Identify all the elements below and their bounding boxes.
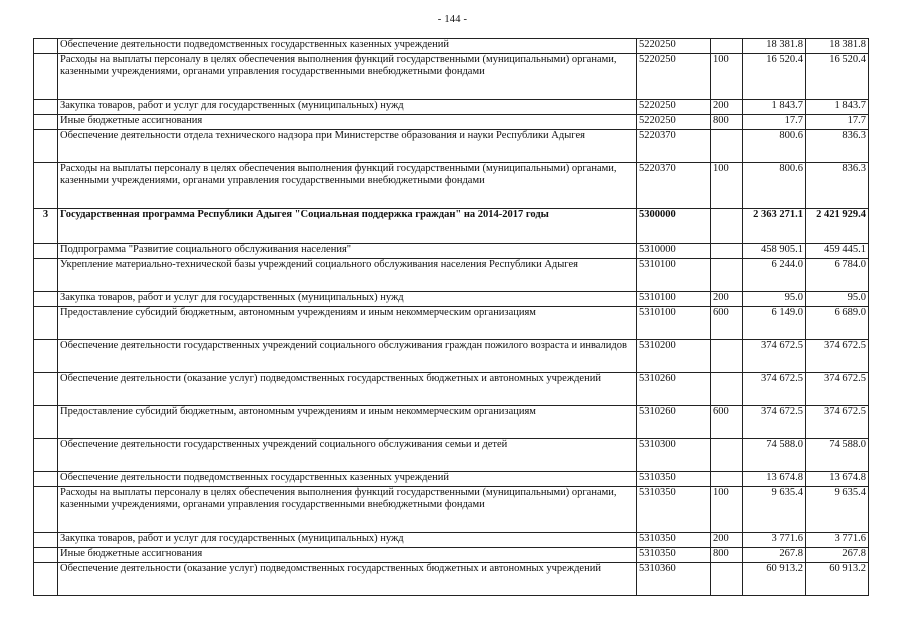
row-number [34, 54, 58, 100]
row-number [34, 130, 58, 163]
row-name: Обеспечение деятельности отдела технического надзора при Министерстве образования и науки Республики Адыгея [58, 130, 637, 163]
table-row [34, 340, 869, 373]
row-target-code: 5310260 [637, 406, 711, 439]
table-row [34, 472, 869, 487]
row-name: Закупка товаров, работ и услуг для государственных (муниципальных) нужд [58, 533, 637, 548]
row-amount-year-1: 800.6 [743, 130, 806, 163]
row-name: Государственная программа Республики Адыгея "Социальная поддержка граждан" на 2014-2017 годы [58, 209, 637, 244]
row-number [34, 439, 58, 472]
row-amount-year-1: 16 520.4 [743, 54, 806, 100]
row-expense-type: 200 [711, 292, 743, 307]
row-amount-year-2: 2 421 929.4 [806, 209, 869, 244]
row-name: Обеспечение деятельности государственных учреждений социального обслуживания семьи и детей [58, 439, 637, 472]
row-name: Расходы на выплаты персоналу в целях обеспечения выполнения функций государственными (муниципальными) органами, казенными учреждениями, органами управления государственными внебюджетными фондами [58, 163, 637, 209]
row-amount-year-2: 74 588.0 [806, 439, 869, 472]
table-row [34, 54, 869, 100]
row-amount-year-2: 836.3 [806, 130, 869, 163]
row-target-code: 5310360 [637, 563, 711, 596]
table-row [34, 307, 869, 340]
row-amount-year-2: 374 672.5 [806, 340, 869, 373]
row-amount-year-1: 2 363 271.1 [743, 209, 806, 244]
table-row [34, 533, 869, 548]
row-amount-year-2: 16 520.4 [806, 54, 869, 100]
row-expense-type: 100 [711, 487, 743, 533]
row-amount-year-2: 459 445.1 [806, 244, 869, 259]
row-amount-year-2: 13 674.8 [806, 472, 869, 487]
table-row [34, 115, 869, 130]
row-number [34, 406, 58, 439]
row-amount-year-1: 74 588.0 [743, 439, 806, 472]
row-number [34, 292, 58, 307]
row-expense-type: 600 [711, 307, 743, 340]
row-expense-type [711, 340, 743, 373]
row-number [34, 487, 58, 533]
row-expense-type: 800 [711, 548, 743, 563]
row-target-code: 5220250 [637, 39, 711, 54]
row-expense-type [711, 373, 743, 406]
table-row [34, 487, 869, 533]
row-name: Укрепление материально-технической базы учреждений социального обслуживания населения Республики Адыгея [58, 259, 637, 292]
row-number [34, 39, 58, 54]
row-number [34, 307, 58, 340]
table-row [34, 548, 869, 563]
row-expense-type: 800 [711, 115, 743, 130]
row-expense-type: 200 [711, 533, 743, 548]
row-name: Подпрограмма "Развитие социального обслуживания населения" [58, 244, 637, 259]
row-number [34, 563, 58, 596]
row-expense-type [711, 563, 743, 596]
row-target-code: 5220250 [637, 100, 711, 115]
row-amount-year-1: 6 149.0 [743, 307, 806, 340]
row-target-code: 5220370 [637, 163, 711, 209]
row-number [34, 259, 58, 292]
row-amount-year-2: 1 843.7 [806, 100, 869, 115]
row-number: 3 [34, 209, 58, 244]
row-amount-year-2: 60 913.2 [806, 563, 869, 596]
row-target-code: 5310350 [637, 472, 711, 487]
row-amount-year-1: 800.6 [743, 163, 806, 209]
row-amount-year-2: 6 784.0 [806, 259, 869, 292]
row-target-code: 5310350 [637, 487, 711, 533]
row-target-code: 5310100 [637, 292, 711, 307]
row-name: Обеспечение деятельности подведомственных государственных казенных учреждений [58, 472, 637, 487]
table-row [34, 292, 869, 307]
row-target-code: 5220250 [637, 115, 711, 130]
row-number [34, 244, 58, 259]
row-name: Закупка товаров, работ и услуг для государственных (муниципальных) нужд [58, 100, 637, 115]
row-amount-year-1: 13 674.8 [743, 472, 806, 487]
row-name: Иные бюджетные ассигнования [58, 548, 637, 563]
row-amount-year-1: 18 381.8 [743, 39, 806, 54]
row-number [34, 100, 58, 115]
row-expense-type: 200 [711, 100, 743, 115]
row-target-code: 5220370 [637, 130, 711, 163]
row-name: Обеспечение деятельности подведомственных государственных казенных учреждений [58, 39, 637, 54]
row-expense-type [711, 472, 743, 487]
row-amount-year-2: 3 771.6 [806, 533, 869, 548]
table-row [34, 259, 869, 292]
table-row [34, 209, 869, 244]
row-name: Расходы на выплаты персоналу в целях обеспечения выполнения функций государственными (муниципальными) органами, казенными учреждениями, органами управления государственными внебюджетными фондами [58, 487, 637, 533]
row-expense-type: 100 [711, 163, 743, 209]
row-expense-type [711, 259, 743, 292]
page-number: - 144 - [437, 14, 468, 25]
table-row [34, 100, 869, 115]
row-target-code: 5310260 [637, 373, 711, 406]
row-target-code: 5300000 [637, 209, 711, 244]
row-amount-year-1: 3 771.6 [743, 533, 806, 548]
row-name: Иные бюджетные ассигнования [58, 115, 637, 130]
row-amount-year-2: 267.8 [806, 548, 869, 563]
row-amount-year-1: 267.8 [743, 548, 806, 563]
row-expense-type [711, 244, 743, 259]
row-number [34, 340, 58, 373]
row-expense-type: 100 [711, 54, 743, 100]
row-target-code: 5310000 [637, 244, 711, 259]
row-name: Обеспечение деятельности (оказание услуг) подведомственных государственных бюджетных и автономных учреждений [58, 373, 637, 406]
row-amount-year-2: 374 672.5 [806, 406, 869, 439]
row-target-code: 5310350 [637, 533, 711, 548]
row-amount-year-1: 374 672.5 [743, 373, 806, 406]
table-row [34, 39, 869, 54]
row-target-code: 5310300 [637, 439, 711, 472]
table-row [34, 563, 869, 596]
row-number [34, 163, 58, 209]
row-amount-year-1: 95.0 [743, 292, 806, 307]
row-amount-year-1: 60 913.2 [743, 563, 806, 596]
row-amount-year-1: 17.7 [743, 115, 806, 130]
table-row [34, 163, 869, 209]
row-target-code: 5310350 [637, 548, 711, 563]
row-target-code: 5310100 [637, 259, 711, 292]
row-name: Обеспечение деятельности государственных учреждений социального обслуживания граждан пожилого возраста и инвалидов [58, 340, 637, 373]
row-number [34, 548, 58, 563]
row-expense-type [711, 39, 743, 54]
row-amount-year-1: 374 672.5 [743, 406, 806, 439]
row-expense-type: 600 [711, 406, 743, 439]
row-amount-year-2: 374 672.5 [806, 373, 869, 406]
row-target-code: 5310200 [637, 340, 711, 373]
row-amount-year-2: 836.3 [806, 163, 869, 209]
row-name: Предоставление субсидий бюджетным, автономным учреждениям и иным некоммерческим организациям [58, 307, 637, 340]
row-name: Закупка товаров, работ и услуг для государственных (муниципальных) нужд [58, 292, 637, 307]
row-amount-year-2: 18 381.8 [806, 39, 869, 54]
table-row [34, 406, 869, 439]
table-row [34, 244, 869, 259]
budget-table-body [34, 39, 869, 596]
row-number [34, 472, 58, 487]
row-name: Предоставление субсидий бюджетным, автономным учреждениям и иным некоммерческим организациям [58, 406, 637, 439]
table-row [34, 373, 869, 406]
row-expense-type [711, 130, 743, 163]
row-target-code: 5310100 [637, 307, 711, 340]
row-amount-year-2: 95.0 [806, 292, 869, 307]
row-amount-year-1: 1 843.7 [743, 100, 806, 115]
row-number [34, 533, 58, 548]
row-amount-year-1: 458 905.1 [743, 244, 806, 259]
budget-table [33, 38, 869, 596]
table-row [34, 439, 869, 472]
row-amount-year-2: 6 689.0 [806, 307, 869, 340]
row-name: Расходы на выплаты персоналу в целях обеспечения выполнения функций государственными (муниципальными) органами, казенными учреждениями, органами управления государственными внебюджетными фондами [58, 54, 637, 100]
row-expense-type [711, 209, 743, 244]
row-amount-year-1: 374 672.5 [743, 340, 806, 373]
row-expense-type [711, 439, 743, 472]
row-number [34, 373, 58, 406]
row-amount-year-1: 6 244.0 [743, 259, 806, 292]
row-amount-year-2: 17.7 [806, 115, 869, 130]
row-amount-year-2: 9 635.4 [806, 487, 869, 533]
row-target-code: 5220250 [637, 54, 711, 100]
row-number [34, 115, 58, 130]
table-row [34, 130, 869, 163]
row-amount-year-1: 9 635.4 [743, 487, 806, 533]
row-name: Обеспечение деятельности (оказание услуг) подведомственных государственных бюджетных и автономных учреждений [58, 563, 637, 596]
